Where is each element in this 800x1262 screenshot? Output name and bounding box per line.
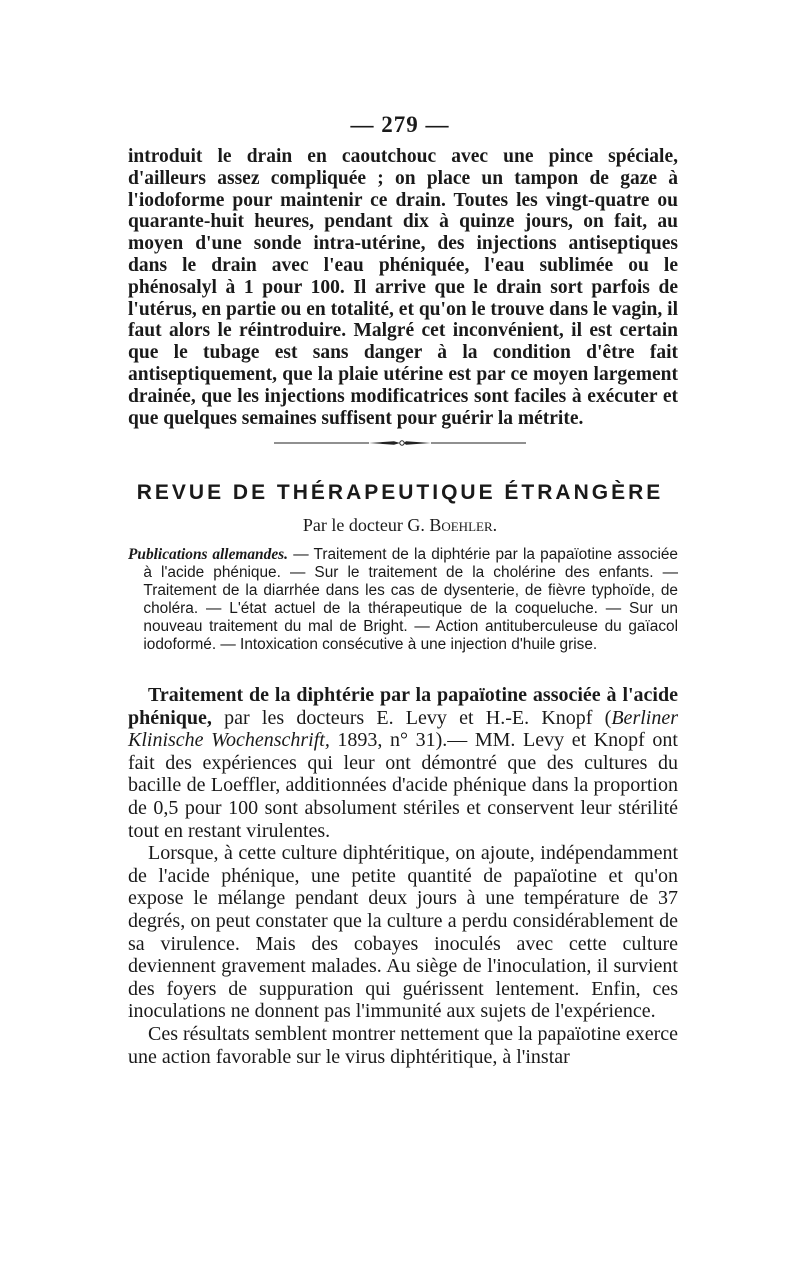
journal-name: Berliner Klinische Wochenschrift, <box>128 706 678 752</box>
article-paragraph-2: Lorsque, à cette culture diphtéritique, on ajoute, indépendamment de l'acide phénique, une petite quantité de papaïotine et qu'on expose le mélange pendant deux jours à une température de 37 degrés, on peut constater que la culture a perdu considérablement de sa virulence. Mais des cobayes inoculés avec cette culture deviennent gravement malades. Au siège de l'inoculation, il survient des foyers de suppuration qui guérissent lentement. Enfin, ces inoculations ne donnent pas l'immunité aux sujets de l'expérience. <box>128 842 678 1023</box>
intro-text-block <box>128 146 678 429</box>
summary-text: — Traitement de la diphtérie par la papaïotine associée à l'acide phénique. — Sur le traitement de la cholérine des enfants. — Traitement de la diarrhée dans les cas de dysenterie, de fièvre typhoïde, de choléra. — L'état actuel de la thérapeutique de la coqueluche. — Sur un nouveau traitement du mal de Bright. — Action antituberculeuse du gaïacol iodoformé. — Intoxication consécutive à une injection d'huile grise. <box>143 546 678 653</box>
page-number: — 279 — <box>350 112 450 137</box>
byline-author: Boehler. <box>429 515 498 535</box>
article-paragraph-1 <box>128 684 678 842</box>
section-heading: REVUE DE THÉRAPEUTIQUE ÉTRANGÈRE <box>136 481 664 504</box>
section-divider <box>274 440 526 446</box>
byline <box>0 515 800 536</box>
article-citation: 1893, n° 31).— MM. Levy et Knopf ont fait des expériences qui leur ont démontré que des cultures du bacille de Loeffler, additionnées d'acide phénique dans la proportion de 0,5 pour 100 sont absolument stériles et conservent leur stérilité tout en restant virulentes. <box>128 729 678 842</box>
summary-paragraph <box>128 546 678 653</box>
summary-block <box>128 546 678 653</box>
article-title: Traitement de la diphtérie par la papaïotine associée à l'acide phénique, <box>128 684 678 729</box>
article-body <box>128 684 678 1068</box>
summary-label: Publications allemandes. <box>128 546 288 563</box>
article-paragraph-3: Ces résultats semblent montrer nettement que la papaïotine exerce une action favorable sur le virus diphtéritique, à l'instar <box>128 1022 678 1068</box>
intro-paragraph: introduit le drain en caoutchouc avec une pince spéciale, d'ailleurs assez compliquée ; on place un tampon de gaze à l'iodoforme pour maintenir ce drain. Toutes les vingt-quatre ou quarante-huit heures, pendant dix à quinze jours, on fait, au moyen d'une sonde intra-utérine, des injections antiseptiques dans le drain avec l'eau phéniquée, l'eau sublimée ou le phénosalyl à 1 pour 100. Il arrive que le drain sort parfois de l'utérus, en partie ou en totalité, et qu'on le trouve dans le vagin, il faut alors le réintroduire. Malgré cet inconvénient, il est certain que le tubage est sans danger à la condition d'être fait antiseptiquement, que la plaie utérine est par ce moyen largement drainée, que les injections modificatrices sont faciles à exécuter et que quelques semaines suffisent pour guérir la métrite. <box>128 146 678 429</box>
article-authors: par les docteurs E. Levy et H.-E. Knopf ( <box>211 706 612 729</box>
byline-prefix: Par le docteur G. <box>302 515 425 535</box>
